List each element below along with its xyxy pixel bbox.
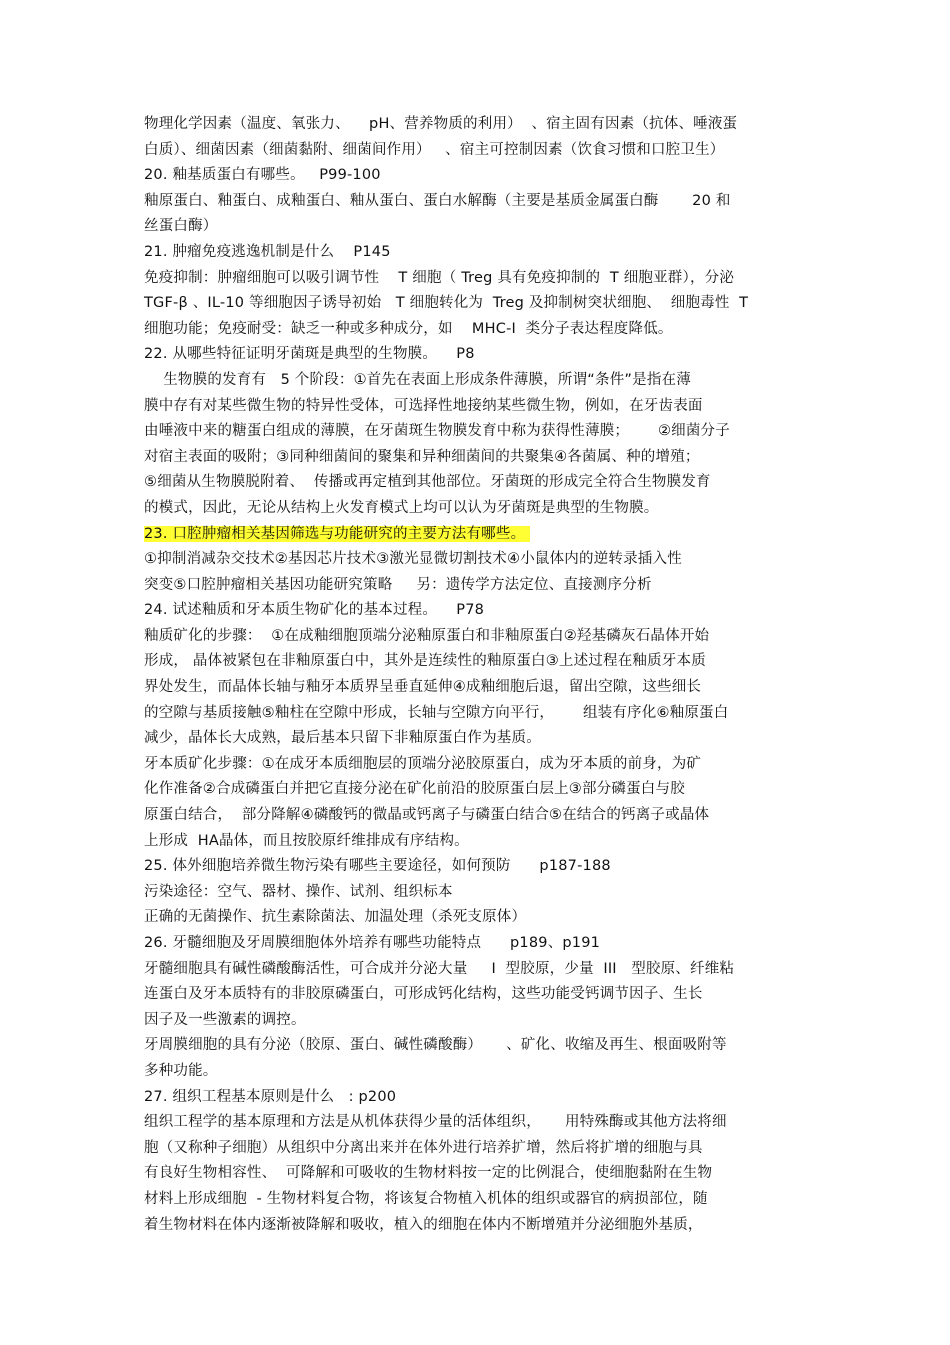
line-text: 突变⑤口腔肿瘤相关基因功能研究策略 另：遗传学方法定位、直接测序分析 (144, 576, 652, 593)
text-line (144, 726, 814, 752)
text-line (144, 214, 814, 240)
text-line (144, 189, 814, 215)
line-text: TGF-β 、IL-10 等细胞因子诱导初始 T 细胞转化为 Treg 及抑制树突状细胞、 细胞毒性 T (144, 295, 749, 312)
text-line (144, 547, 814, 573)
question-heading (144, 163, 814, 189)
text-line (144, 957, 814, 983)
line-text: 因子及一些激素的调控。 (144, 1011, 306, 1028)
line-text: 物理化学因素（温度、氧张力、 pH、营养物质的利用） 、宿主固有因素（抗体、唾液蛋 (144, 116, 738, 132)
text-line (144, 496, 814, 522)
text-line (144, 829, 814, 855)
line-text: 26. 牙髓细胞及牙周膜细胞体外培养有哪些功能特点 p189、p191 (144, 935, 601, 951)
text-line (144, 1059, 814, 1085)
line-text: 有良好生物相容性、 可降解和可吸收的生物材料按一定的比例混合，使细胞黏附在生物 (144, 1165, 713, 1182)
line-text: 24. 试述釉质和牙本质生物矿化的基本过程。 P78 (144, 602, 485, 619)
line-text: 化作准备②合成磷蛋白并把它直接分泌在矿化前沿的胶原蛋白层上③部分磷蛋白与胶 (144, 781, 685, 798)
text-line (144, 803, 814, 829)
line-text: 牙髓细胞具有碱性磷酸酶活性，可合成并分泌大量 I 型胶原，少量 III 型胶原、纤维粘 (144, 960, 735, 977)
document-body (144, 112, 814, 1238)
line-text: 对宿主表面的吸附；③同种细菌间的聚集和异种细菌间的共聚集④各菌属、种的增殖； (144, 448, 700, 465)
line-text: 22. 从哪些特征证明牙菌斑是典型的生物膜。 P8 (144, 346, 475, 363)
line-text: 27. 组织工程基本原则是什么 : p200 (144, 1088, 397, 1105)
line-text: 细胞功能；免疫耐受：缺乏一种或多种成分，如 MHC-I 类分子表达程度降低。 (144, 320, 673, 337)
text-line (144, 1187, 814, 1213)
highlighted-text: 23. 口腔肿瘤相关基因筛选与功能研究的主要方法有哪些。 (144, 525, 531, 542)
question-heading (144, 522, 814, 548)
text-line (144, 624, 814, 650)
line-text: 原蛋白结合， 部分降解④磷酸钙的微晶或钙离子与磷蛋白结合⑤在结合的钙离子或晶体 (144, 807, 710, 824)
line-text: 生物膜的发育有 5 个阶段：①首先在表面上形成条件薄膜，所谓“条件”是指在薄 (144, 371, 691, 388)
text-line (144, 1161, 814, 1187)
line-text: 的模式，因此，无论从结构上火发育模式上均可以认为牙菌斑是典型的生物膜。 (144, 499, 659, 516)
line-text: 丝蛋白酶） (144, 218, 218, 235)
question-heading (144, 854, 814, 880)
text-line (144, 445, 814, 471)
line-text: 材料上形成细胞 - 生物材料复合物，将该复合物植入机体的组织或器官的病损部位，随 (144, 1190, 708, 1207)
question-heading (144, 931, 814, 957)
line-text: 正确的无菌操作、抗生素除菌法、加温处理（杀死支原体） (144, 909, 527, 926)
line-text: 着生物材料在体内逐渐被降解和吸收，植入的细胞在体内不断增殖并分泌细胞外基质， (144, 1216, 703, 1233)
line-text: 连蛋白及牙本质特有的非胶原磷蛋白，可形成钙化结构，这些功能受钙调节因子、生长 (144, 986, 703, 1003)
line-text: 免疫抑制：肿瘤细胞可以吸引调节性 T 细胞（ Treg 具有免疫抑制的 T 细胞亚群），分泌 (144, 269, 735, 286)
text-line (144, 1213, 814, 1239)
line-text: 白质）、细菌因素（细菌黏附、细菌间作用） 、宿主可控制因素（饮食习惯和口腔卫生） (144, 141, 725, 158)
text-line (144, 905, 814, 931)
line-text: 的空隙与基质接触⑤釉柱在空隙中形成，长轴与空隙方向平行， 组装有序化⑥釉原蛋白 (144, 704, 729, 721)
text-line (144, 1136, 814, 1162)
text-line (144, 701, 814, 727)
line-text: 牙本质矿化步骤：①在成牙本质细胞层的顶端分泌胶原蛋白，成为牙本质的前身，为矿 (144, 755, 702, 772)
text-line (144, 291, 814, 317)
line-text: 釉质矿化的步骤： ①在成釉细胞顶端分泌釉原蛋白和非釉原蛋白②羟基磷灰石晶体开始 (144, 627, 710, 644)
question-heading (144, 240, 814, 266)
text-line (144, 394, 814, 420)
text-line (144, 675, 814, 701)
text-line (144, 1033, 814, 1059)
text-line (144, 419, 814, 445)
question-heading (144, 598, 814, 624)
text-line (144, 1008, 814, 1034)
text-line (144, 266, 814, 292)
line-text: 减少，晶体长大成熟，最后基本只留下非釉原蛋白作为基质。 (144, 730, 541, 747)
text-line (144, 470, 814, 496)
line-text: 形成， 晶体被紧包在非釉原蛋白中，其外是连续性的釉原蛋白③上述过程在釉质牙本质 (144, 653, 706, 670)
line-text: 釉原蛋白、釉蛋白、成釉蛋白、釉从蛋白、蛋白水解酶（主要是基质金属蛋白酶 20 和 (144, 192, 731, 209)
text-line (144, 573, 814, 599)
line-text: 组织工程学的基本原理和方法是从机体获得少量的活体组织， 用特殊酶或其他方法将细 (144, 1114, 727, 1131)
line-text: 25. 体外细胞培养微生物污染有哪些主要途径，如何预防 p187-188 (144, 858, 611, 875)
question-heading (144, 1085, 814, 1111)
text-line (144, 138, 814, 164)
line-text: 多种功能。 (144, 1062, 218, 1079)
line-text: 胞（又称种子细胞）从组织中分离出来并在体外进行培养扩增，然后将扩增的细胞与具 (144, 1139, 703, 1156)
line-text: 20. 釉基质蛋白有哪些。 P99-100 (144, 167, 381, 184)
line-text: 膜中存有对某些微生物的特异性受体，可选择性地接纳某些微生物，例如，在牙齿表面 (144, 397, 703, 414)
text-line (144, 752, 814, 778)
text-line (144, 317, 814, 343)
line-text: 上形成 HA晶体，而且按胶原纤维排成有序结构。 (144, 832, 469, 849)
line-text: ①抑制消减杂交技术②基因芯片技术③激光显微切割技术④小鼠体内的逆转录插入性 (144, 551, 682, 568)
text-line (144, 112, 814, 138)
line-text: 牙周膜细胞的具有分泌（胶原、蛋白、碱性磷酸酶） 、矿化、收缩及再生、根面吸附等 (144, 1037, 727, 1054)
line-text: 界处发生，而晶体长轴与釉牙本质界呈垂直延伸④成釉细胞后退，留出空隙，这些细长 (144, 679, 702, 696)
text-line (144, 649, 814, 675)
line-text: 由唾液中来的糖蛋白组成的薄膜，在牙菌斑生物膜发育中称为获得性薄膜； ②细菌分子 (144, 423, 730, 440)
text-line (144, 777, 814, 803)
line-text: 21. 肿瘤免疫逃逸机制是什么 P145 (144, 243, 391, 260)
text-line (144, 982, 814, 1008)
question-heading (144, 342, 814, 368)
text-line (144, 368, 814, 394)
text-line (144, 880, 814, 906)
line-text: ⑤细菌从生物膜脱附着、 传播或再定植到其他部位。牙菌斑的形成完全符合生物膜发育 (144, 474, 711, 491)
line-text: 污染途径：空气、器材、操作、试剂、组织标本 (144, 883, 453, 900)
text-line (144, 1110, 814, 1136)
